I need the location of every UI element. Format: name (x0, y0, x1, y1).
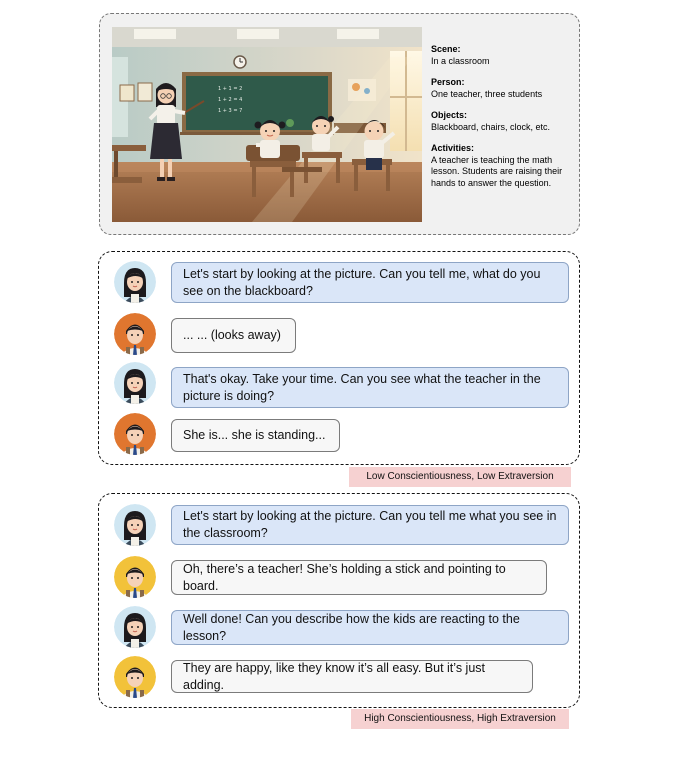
objects-item (431, 110, 577, 133)
teacher-message: Let's start by looking at the picture. Can you tell me, what do you see on the blackboard? (171, 262, 569, 303)
person-value: One teacher, three students (431, 88, 543, 99)
student-avatar-low (114, 413, 156, 455)
student-message: They are happy, like they know it’s all easy. But it’s just adding. (171, 660, 533, 693)
activities-item (431, 143, 577, 189)
board-line: 1 + 2 = 4 (218, 97, 243, 103)
personality-label-low: Low Conscientiousness, Low Extraversion (349, 467, 571, 487)
scene-value: In a classroom (431, 55, 490, 66)
person-key: Person: (431, 77, 465, 87)
teacher-message: Let's start by looking at the picture. Can you tell me what you see in the classroom? (171, 505, 569, 545)
scene-item (431, 44, 577, 67)
teacher-avatar (114, 504, 156, 546)
student-message: Oh, there’s a teacher! She’s holding a stick and pointing to board. (171, 560, 547, 595)
classroom-illustration (112, 27, 422, 222)
person-item (431, 77, 577, 100)
board-line: 1 + 1 = 2 (218, 86, 243, 92)
scene-key: Scene: (431, 44, 461, 54)
student-avatar-high (114, 556, 156, 598)
board-line: 1 + 3 = 7 (218, 108, 243, 114)
objects-key: Objects: (431, 110, 468, 120)
objects-value: Blackboard, chairs, clock, etc. (431, 121, 551, 132)
teacher-message: Well done! Can you describe how the kids are reacting to the lesson? (171, 610, 569, 645)
student-message: ... ... (looks away) (171, 318, 296, 353)
teacher-avatar (114, 362, 156, 404)
personality-label-high: High Conscientiousness, High Extraversion (351, 709, 569, 729)
teacher-avatar (114, 606, 156, 648)
scene-description (431, 44, 577, 199)
activities-key: Activities: (431, 143, 475, 153)
student-message: She is... she is standing... (171, 419, 340, 452)
student-avatar-low (114, 313, 156, 355)
activities-value: A teacher is teaching the math lesson. Students are raising their hands to answer the question. (431, 154, 563, 188)
teacher-message: That's okay. Take your time. Can you see what the teacher in the picture is doing? (171, 367, 569, 408)
student-avatar-high (114, 656, 156, 698)
teacher-avatar (114, 261, 156, 303)
